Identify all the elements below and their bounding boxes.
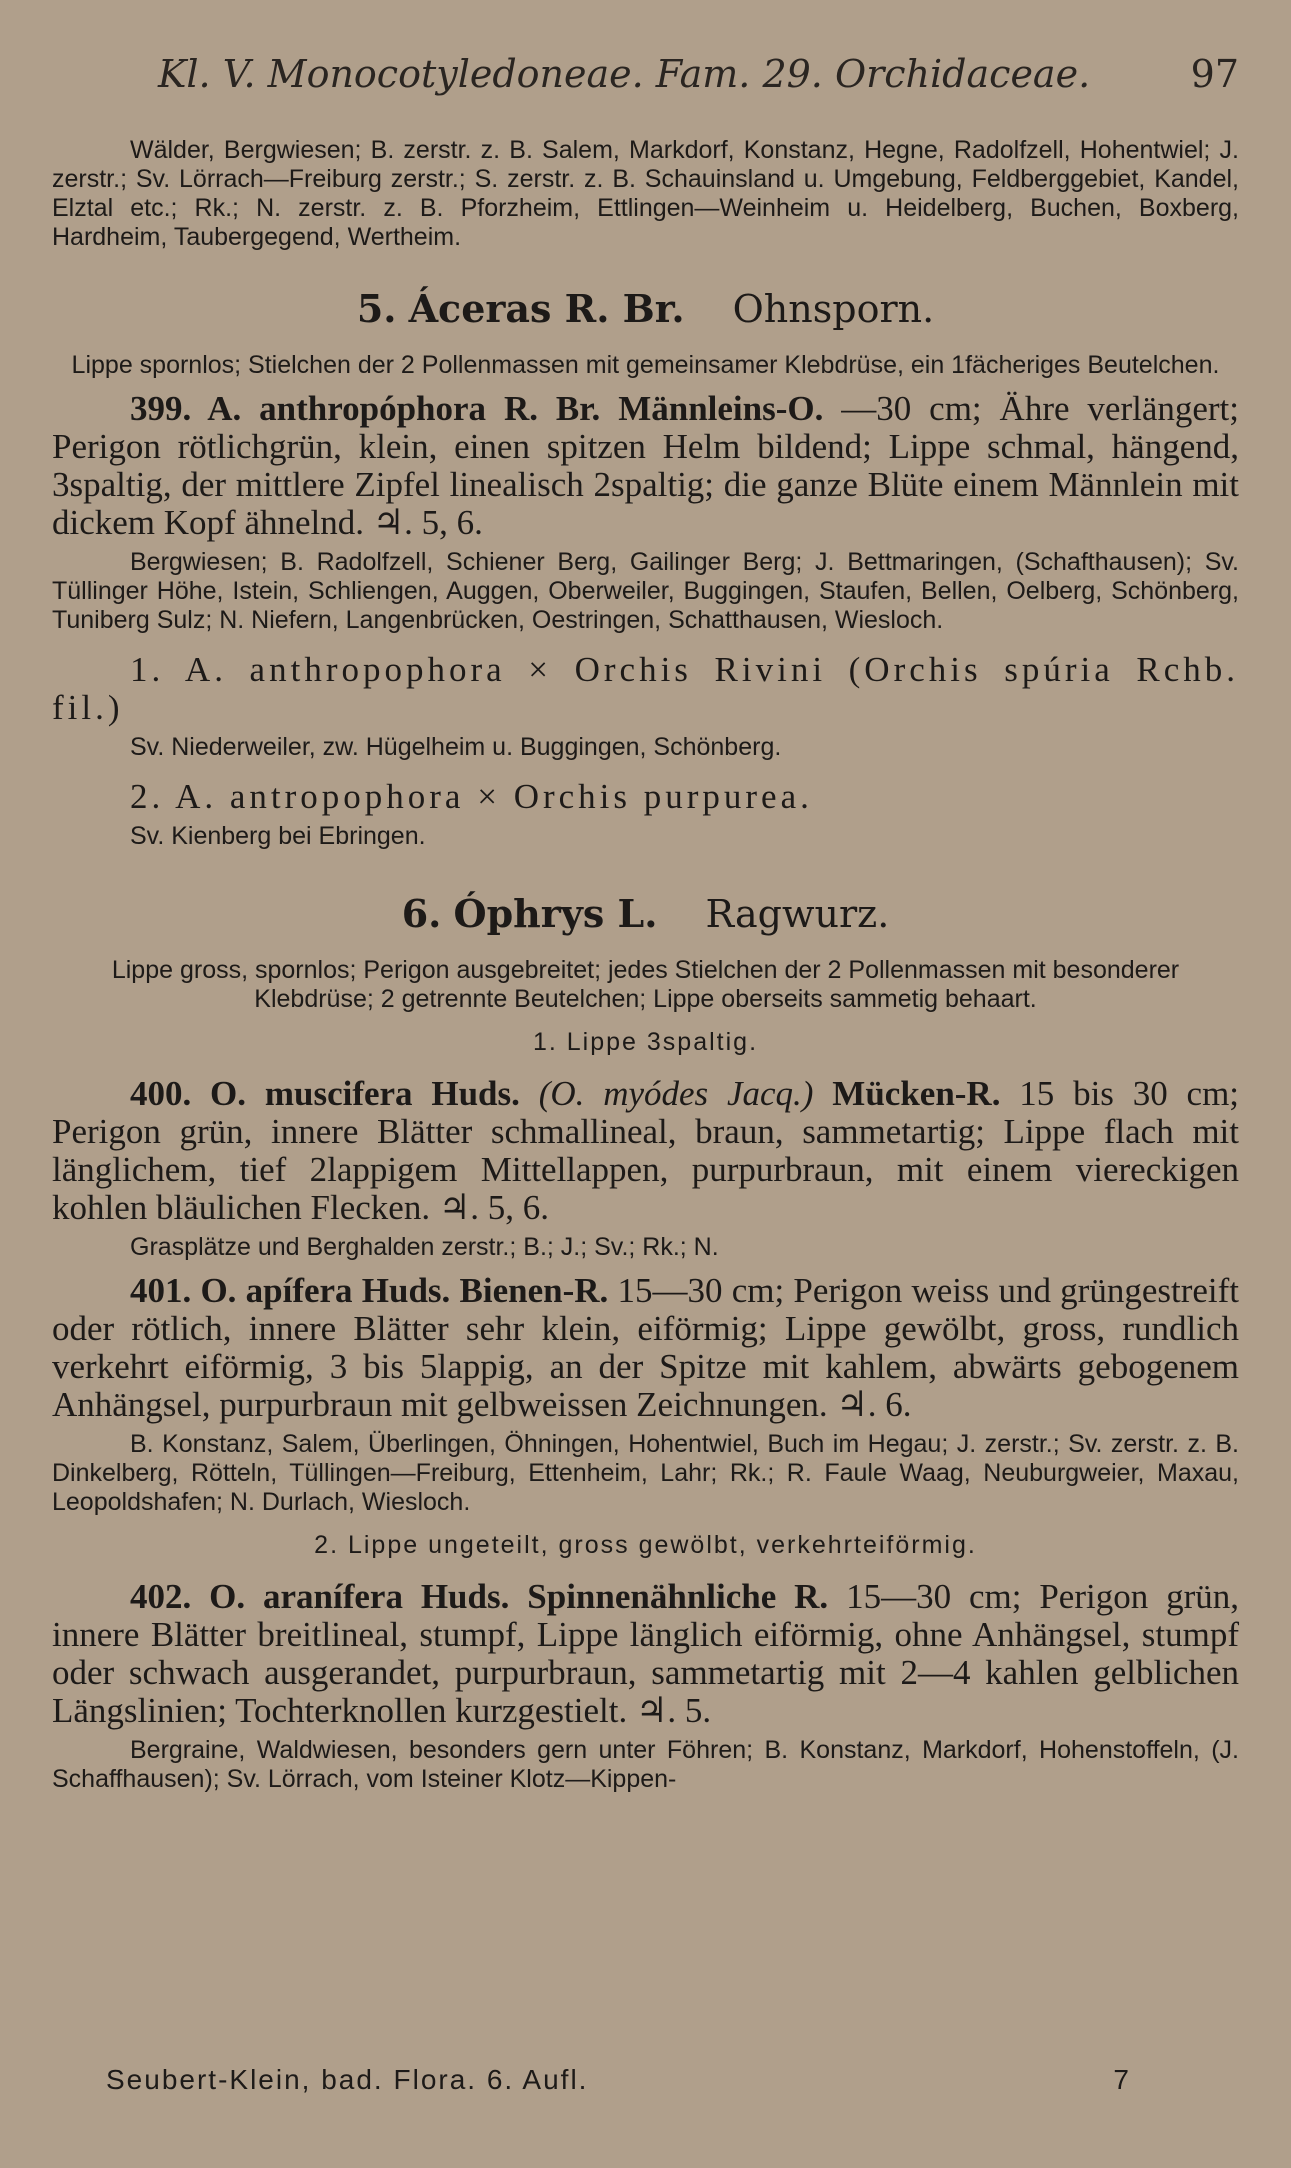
genus-heading-aceras	[52, 286, 1239, 331]
key-lead-1: 1. Lippe 3spaltig.	[532, 1028, 759, 1056]
top-locality: Wälder, Bergwiesen; B. zerstr. z. B. Salem, Markdorf, Konstanz, Hegne, Radolfzell, Hohentwiel; J. zerstr.; Sv. Lörrach—Freiburg zerstr.; S. zerstr. z. B. Schauinsland u. Umgebung, Feldberggebiet, Kandel, Elztal etc.; Rk.; N. zerstr. z. B. Pforzheim, Ettlingen—Weinheim u. Heidelberg, Buchen, Boxberg, Hardheim, Taubergegend, Wertheim.	[52, 136, 1239, 251]
species-399-text: —30 cm; Ähre verlängert; Perigon rötlichgrün, klein, einen spitzen Helm bildend; Lippe schmal, hängend, 3spaltig, der mittlere Zipfel linealisch 2spaltig; die ganze Blüte einem Männlein mit dickem Kopf ähnelnd. ♃. 5, 6.	[52, 389, 1239, 542]
species-402-locality: Bergraine, Waldwiesen, besonders gern unter Föhren; B. Konstanz, Markdorf, Hohenstoffeln, (J. Schaffhausen); Sv. Lörrach, vom Isteiner Klotz—Kippen-	[52, 1736, 1239, 1793]
genus-number: 6.	[401, 891, 442, 936]
genus-german-name: Ohnsporn.	[732, 287, 935, 331]
hybrid-1-locality: Sv. Niederweiler, zw. Hügelheim u. Buggingen, Schönberg.	[130, 733, 782, 761]
hybrid-1-title: 1. A. anthropophora × Orchis Rivini (Orchis spúria Rchb. fil.)	[52, 650, 1239, 727]
running-title: Kl. V. Monocotyledoneae. Fam. 29. Orchidaceae.	[158, 52, 1091, 96]
species-400-synonym: (O. myódes Jacq.)	[538, 1074, 814, 1113]
species-401	[52, 1272, 1239, 1424]
hybrid-2-title: 2. A. antropophora × Orchis purpurea.	[130, 777, 813, 816]
species-400-text: 15 bis 30 cm; Perigon grün, innere Blätter schmallineal, braun, sammetartig; Lippe flach mit länglichem, tief 2lappigem Mittellappen, purpurbraun, mit einem viereckigen kohlen bläulichen Flecken. ♃. 5, 6.	[52, 1074, 1240, 1227]
species-400-head: 400. O. muscifera Huds.	[130, 1074, 520, 1113]
species-402-german: Spinnenähnliche R.	[527, 1577, 829, 1616]
running-header	[52, 0, 1239, 96]
footer-signature: Seubert-Klein, bad. Flora. 6. Aufl.	[106, 2064, 589, 2095]
page-number: 97	[1190, 52, 1239, 96]
species-402-head: 402. O. aranífera Huds.	[130, 1577, 510, 1616]
genus-german-name: Ragwurz.	[705, 892, 890, 936]
species-401-german: Bienen-R.	[459, 1271, 609, 1310]
species-399-locality: Bergwiesen; B. Radolfzell, Schiener Berg, Gailinger Berg; J. Bettmaringen, (Schafthausen); Sv. Tüllinger Höhe, Istein, Schliengen, Auggen, Oberweiler, Buggingen, Staufen, Bellen, Oelberg, Schönberg, Tuniberg Sulz; N. Niefern, Langenbrücken, Oestringen, Schatthausen, Wiesloch.	[52, 548, 1239, 634]
page-footer	[106, 2064, 1131, 2096]
genus-heading-ophrys	[52, 891, 1239, 936]
hybrid-2-locality: Sv. Kienberg bei Ebringen.	[130, 822, 426, 850]
genus-diagnosis-aceras: Lippe spornlos; Stielchen der 2 Pollenmassen mit gemeinsamer Klebdrüse, ein 1fächeriges Beutelchen.	[71, 351, 1220, 379]
species-400-german: Mücken-R.	[832, 1074, 1001, 1113]
species-401-head: 401. O. apífera Huds.	[130, 1271, 451, 1310]
sheet-number: 7	[1113, 2064, 1131, 2095]
species-400	[52, 1075, 1239, 1227]
genus-diagnosis-ophrys: Lippe gross, spornlos; Perigon ausgebreitet; jedes Stielchen der 2 Pollenmassen mit besonderer Klebdrüse; 2 getrennte Beutelchen; Lippe oberseits sammetig behaart.	[111, 956, 1180, 1013]
species-399-head: 399. A. anthropóphora R. Br. Männleins-O.	[130, 389, 824, 428]
key-lead-2: 2. Lippe ungeteilt, gross gewölbt, verkehrteiförmig.	[314, 1531, 977, 1559]
species-400-locality: Grasplätze und Berghalden zerstr.; B.; J.; Sv.; Rk.; N.	[130, 1233, 719, 1261]
species-401-locality: B. Konstanz, Salem, Überlingen, Öhningen, Hohentwiel, Buch im Hegau; J. zerstr.; Sv. zerstr. z. B. Dinkelberg, Rötteln, Tüllingen—Freiburg, Ettenheim, Lahr; Rk.; R. Faule Waag, Neuburgweier, Maxau, Leopoldshafen; N. Durlach, Wiesloch.	[52, 1430, 1239, 1516]
genus-name: Óphrys L.	[453, 891, 658, 936]
genus-name: Áceras R. Br.	[408, 286, 685, 331]
species-402-text: 15—30 cm; Perigon grün, innere Blätter breitlineal, stumpf, Lippe länglich eiförmig, ohne Anhängsel, stumpf oder schwach ausgerandet, purpurbraun, sammetartig mit 2—4 kahlen gelblichen Längslinien; Tochterknollen kurzgestielt. ♃. 5.	[52, 1577, 1240, 1730]
genus-number: 5.	[356, 286, 397, 331]
species-401-text: 15—30 cm; Perigon weiss und grüngestreift oder rötlich, innere Blätter sehr klein, eiförmig; Lippe gewölbt, gross, rundlich verkehrt eiförmig, 3 bis 5lappig, an der Spitze mit kahlem, abwärts gebogenem Anhängsel, purpurbraun mit gelbweissen Zeichnungen. ♃. 6.	[52, 1271, 1240, 1424]
species-399	[52, 390, 1239, 542]
species-402	[52, 1578, 1239, 1730]
